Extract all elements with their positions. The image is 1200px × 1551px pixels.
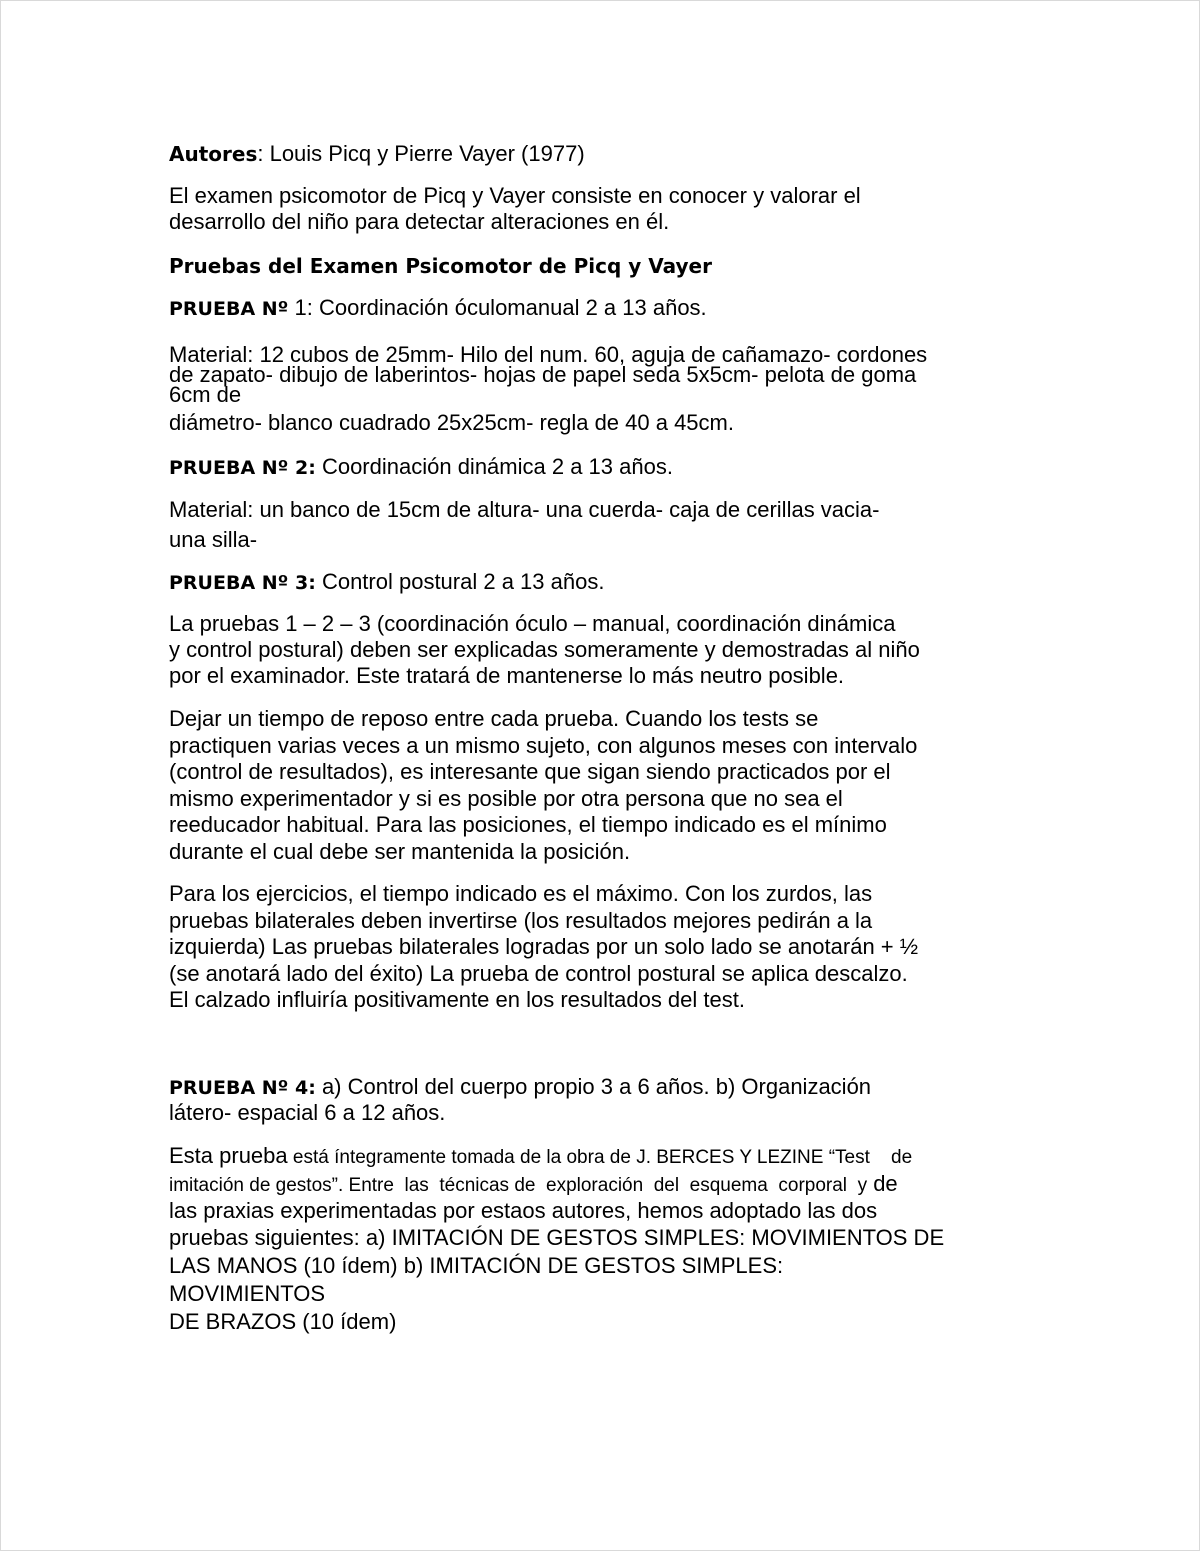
prueba-1-material-3: 6cm de (169, 382, 242, 407)
para-4-line-2-end: de (867, 1171, 898, 1196)
para-4-line-1 (169, 1143, 912, 1171)
prueba-4-label: PRUEBA Nº 4: (169, 1077, 316, 1099)
intro-line-2: desarrollo del niño para detectar alteraciones en él. (169, 209, 670, 234)
para-2-line-6: durante el cual debe ser mantenida la posición. (169, 839, 631, 864)
para-3-line-3: izquierda) Las pruebas bilaterales logradas por un solo lado se anotarán + ½ (169, 934, 919, 959)
intro-line-1: El examen psicomotor de Picq y Vayer consiste en conocer y valorar el (169, 183, 861, 208)
para-2-line-1: Dejar un tiempo de reposo entre cada prueba. Cuando los tests se (169, 706, 819, 731)
prueba-3-label: PRUEBA Nº 3: (169, 572, 316, 594)
para-1-line-1: La pruebas 1 – 2 – 3 (coordinación óculo – manual, coordinación dinámica (169, 611, 896, 636)
prueba-2-title (169, 454, 673, 481)
prueba-1-material-4: diámetro- blanco cuadrado 25x25cm- regla de 40 a 45cm. (169, 410, 734, 435)
para-4-line-3: las praxias experimentadas por estaos autores, hemos adoptado las dos (169, 1198, 878, 1223)
prueba-2-material-1: Material: un banco de 15cm de altura- una cuerda- caja de cerillas vacia- (169, 497, 880, 522)
para-1-line-3: por el examinador. Este tratará de mantenerse lo más neutro posible. (169, 663, 845, 688)
prueba-2-text: Coordinación dinámica 2 a 13 años. (315, 454, 673, 479)
para-4-line-2-start: imitación de gestos”. Entre las técnicas de exploración del esquema corporal y (169, 1175, 868, 1196)
section-heading: Pruebas del Examen Psicomotor de Picq y Vayer (169, 254, 712, 278)
para-3-line-4: (se anotará lado del éxito) La prueba de control postural se aplica descalzo. (169, 961, 908, 986)
para-2-line-5: reeducador habitual. Para las posiciones, el tiempo indicado es el mínimo (169, 812, 887, 837)
para-2-line-3: (control de resultados), es interesante que sigan siendo practicados por el (169, 759, 891, 784)
para-3-line-1: Para los ejercicios, el tiempo indicado es el máximo. Con los zurdos, las (169, 881, 873, 906)
prueba-3-text: Control postural 2 a 13 años. (315, 569, 605, 594)
para-2-line-4: mismo experimentador y si es posible por otra persona que no sea el (169, 786, 843, 811)
para-4-line-4: pruebas siguientes: a) IMITACIÓN DE GESTOS SIMPLES: MOVIMIENTOS DE (169, 1225, 945, 1250)
prueba-4-line-2: látero- espacial 6 a 12 años. (169, 1100, 446, 1125)
para-2-line-2: practiquen varias veces a un mismo sujeto, con algunos meses con intervalo (169, 733, 918, 758)
autores-text: : Louis Picq y Pierre Vayer (1977) (257, 141, 585, 166)
prueba-1-material-2: de zapato- dibujo de laberintos- hojas de papel seda 5x5cm- pelota de goma (169, 362, 917, 387)
para-1-line-2: y control postural) deben ser explicadas someramente y demostradas al niño (169, 637, 920, 662)
prueba-1-title (169, 295, 707, 322)
para-3-line-5: El calzado influiría positivamente en los resultados del test. (169, 987, 745, 1012)
prueba-2-material-2: una silla- (169, 527, 258, 552)
para-4-line-1-start: Esta prueba (169, 1143, 288, 1168)
autores-line (169, 141, 585, 167)
prueba-1-text: 1: Coordinación óculomanual 2 a 13 años. (288, 295, 707, 320)
para-4-line-2 (169, 1171, 898, 1199)
autores-label: Autores (169, 142, 258, 166)
prueba-4-title (169, 1074, 871, 1101)
para-4-line-6: MOVIMIENTOS (169, 1281, 326, 1306)
para-3-line-2: pruebas bilaterales deben invertirse (los resultados mejores pedirán a la (169, 908, 873, 933)
para-4-line-5: LAS MANOS (10 ídem) b) IMITACIÓN DE GESTOS SIMPLES: (169, 1253, 784, 1278)
prueba-1-label: PRUEBA Nº (169, 298, 289, 320)
prueba-3-title (169, 569, 604, 596)
para-4-line-7: DE BRAZOS (10 ídem) (169, 1309, 397, 1334)
prueba-2-label: PRUEBA Nº 2: (169, 457, 316, 479)
prueba-1-material-1: Material: 12 cubos de 25mm- Hilo del num. 60, aguja de cañamazo- cordones (169, 342, 928, 367)
prueba-4-text: a) Control del cuerpo propio 3 a 6 años. b) Organización (315, 1074, 872, 1099)
para-4-line-1-end: está íntegramente tomada de la obra de J. BERCES Y LEZINE “Test de (287, 1147, 913, 1168)
